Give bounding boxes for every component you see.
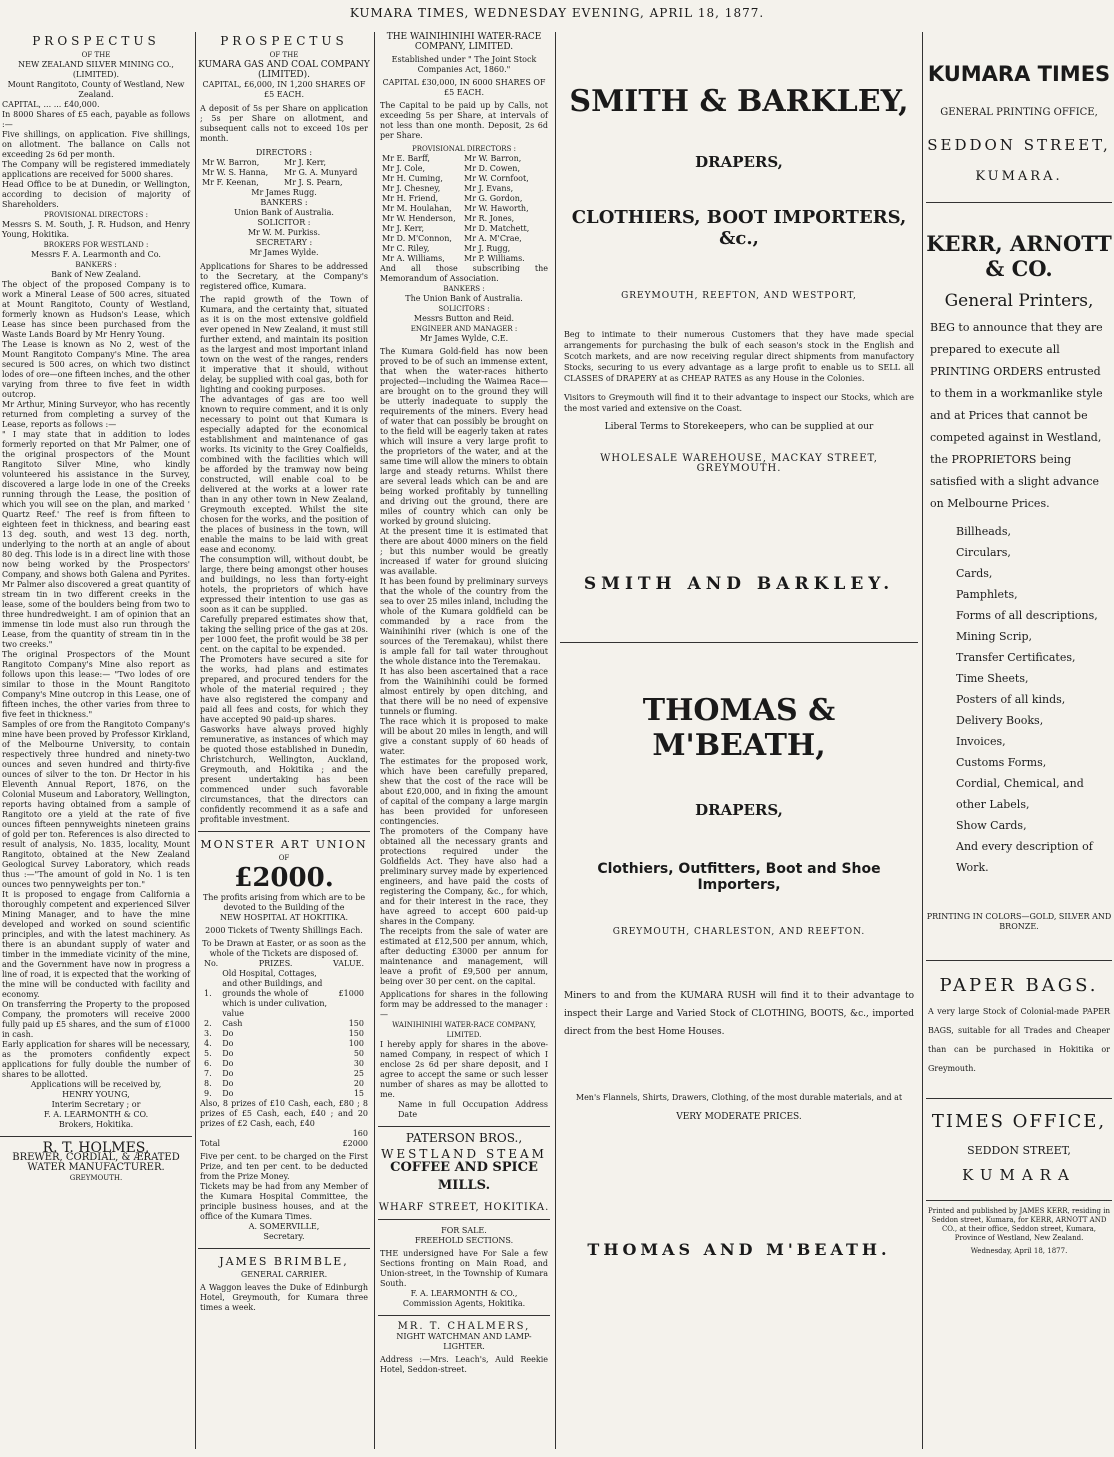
body-paragraph: The Kumara Gold-field has now been proved to be of such an immense extent, that when the water-races hitherto projected—including the Waimea Race—are brought on to the ground they will be utterly inadequate to supply the requirements of the miners. Every head of water that can possibly be brought on to the field will be eagerly taken at rates which will insure a very large profit to the proprietors of the water, and at the same time will allow the miners to obtain large and steady returns. Whilst there are several leads which can be and are being worked profitably by tunnelling and driving out the ground, there are miles of country which can only be worked by ground sluicing.: [380, 347, 548, 526]
secretary-heading: SECRETARY :: [255, 238, 313, 247]
prize-cell: 4.: [204, 1039, 212, 1048]
locations: GREYMOUTH, REEFTON, AND WESTPORT,: [621, 291, 857, 301]
imprint-date: Wednesday, April 18, 1877.: [970, 1247, 1068, 1255]
list-item: Mr J. Rugg,: [464, 244, 511, 253]
smith-barkley-body: Beg to intimate to their numerous Customers that they have made special arrangements for purchasing the bulk of each season's stock in the English and Scotch markets, and are now receiving regular direct shipments from manufactory Stocks, securing to us every advantage as a large profit to enable us to SELL all CLASSES of DRAPERY at as CHEAP RATES as any House in the Colonies.: [564, 330, 914, 383]
location: Mount Rangitoto, County of Westland, New Zealand.: [7, 80, 185, 99]
list-item: Mr R. Jones,: [464, 214, 515, 223]
imprint: Printed and published by JAMES KERR, residing in Seddon street, Kumara, for KERR, ARNOTT AND CO., at their office, Seddon street, Kumara, Province of Westland, New Zealand.: [928, 1207, 1110, 1242]
sale-text: THE undersigned have For Sale a few Sections fronting on Main Road, and Union-street, in the Township of Kumara South.: [380, 1249, 548, 1288]
prize-row: [204, 1089, 364, 1099]
directors-list: [202, 158, 366, 188]
secretary: Mr James Wylde.: [249, 248, 319, 257]
prize-cell: Cash: [222, 1019, 243, 1028]
column-rule: [922, 32, 923, 1449]
engineer: Mr James Wylde, C.E.: [419, 334, 509, 343]
prize-cell: 9.: [204, 1089, 212, 1098]
masthead: KUMARA TIMES, WEDNESDAY EVENING, APRIL 18, 1877.: [349, 6, 765, 20]
body-paragraph: The race which it is proposed to make will be about 20 miles in length, and will give a constant supply of 60 heads of water.: [380, 717, 548, 756]
body-paragraph: Early application for shares will be necessary, as the promoters confidently expect applications for fully double the number of shares to be allotted.: [2, 1040, 190, 1079]
chalmers-title: MR. T. CHALMERS,: [397, 1321, 531, 1332]
body-paragraph: The receipts from the sale of water are estimated at £12,500 per annum, which, after deducting £3000 per annum for maintenance and management, will leave a profit of £9,500 per annum, being over 30 per cent. on the capital.: [380, 927, 548, 986]
list-item: Mr W. Barron,: [464, 154, 522, 163]
list-item: Mining Scrip,: [956, 630, 1033, 643]
list-item: Cards,: [956, 567, 993, 580]
form-title: WAINIHINIHI WATER-RACE COMPANY, LIMITED.: [392, 1021, 536, 1039]
thomas-mbeath-body: Miners to and from the KUMARA RUSH will find it to their advantage to inspect their Large and Varied Stock of CLOTHING, BOOTS, &c., imported direct from the best Home Houses.: [564, 991, 914, 1037]
director: Mr James Rugg.: [251, 188, 317, 197]
prize-row: [204, 1059, 364, 1069]
prize-row: [204, 1049, 364, 1059]
list-item: Cordial, Chemical, and other Labels,: [956, 777, 1084, 811]
body-paragraph: On transferring the Property to the proposed Company, the promoters will receive 2000 fully paid up £5 shares, and the sum of £1000 in cash.: [2, 1000, 190, 1039]
terms: Five shillings, on application. Five shillings, on allotment. The ballance on Calls not exceeding 2s 6d per month.: [2, 130, 190, 159]
prize-cell: 100: [348, 1039, 364, 1048]
body-paragraph: It has also been ascertained that a race from the Wainihinihi could be formed almost entirely by open ditching, and that there will be no need of expensive tunnels or fluming.: [380, 667, 548, 716]
body-paragraph: The Lease is known as No 2, west of the Mount Rangitoto Company's Mine. The area secured is 500 acres, on which two distinct lodes of ore—one fifteen inches, and the other varying from three to five feet in width outcrop.: [2, 340, 190, 399]
art-union-note: Tickets may be had from any Member of the Kumara Hospital Committee, the principle business houses, and at the office of the Kumara Times.: [200, 1182, 368, 1221]
prize-cell: 5.: [204, 1049, 212, 1058]
capital: CAPITAL, £6,000, IN 1,200 SHARES OF £5 EACH.: [202, 80, 366, 99]
prize-also: Also, 8 prizes of £10 Cash, each, £80 ; 8 prizes of £5 Cash, each, £40 ; and 20 prizes of £2 Cash, each, £40: [200, 1099, 368, 1128]
for-sale-title: FOR SALE.: [441, 1226, 487, 1235]
prize-cell: 20: [353, 1079, 364, 1088]
directors-heading: PROVISIONAL DIRECTORS :: [44, 211, 148, 219]
brimble-subtitle: GENERAL CARRIER.: [240, 1270, 328, 1279]
capital: CAPITAL £30,000, IN 6000 SHARES OF £5 EACH.: [382, 78, 546, 97]
body-paragraph: At the present time it is estimated that there are about 4000 miners on the field ; but this number would be greatly increased if water for ground sluicing was available.: [380, 527, 548, 576]
bankers-heading: BANKERS :: [75, 261, 117, 269]
prize-cell: Do: [222, 1079, 234, 1088]
art-union-amount: £2000.: [234, 863, 334, 893]
prize-cell: Do: [222, 1049, 234, 1058]
directors-heading: PROVISIONAL DIRECTORS :: [412, 145, 516, 153]
list-item: Mr D. Cowen,: [464, 164, 520, 173]
divider: [198, 831, 370, 832]
list-item: Circulars,: [956, 546, 1011, 559]
printers-body: BEG to announce that they are prepared to execute all PRINTING ORDERS entrusted to them in a workmanlike style and at Prices that cannot be competed against in Westland, the PROPRIETORS being satisfied with a slight advance on Melbourne Prices.: [930, 321, 1103, 510]
kumara-times-title: KUMARA TIMES: [927, 62, 1111, 86]
prize-row: [204, 1019, 364, 1029]
body-paragraph: Carefully prepared estimates show that, taking the selling price of the gas at 20s. per 1000 feet, the profit would be 38 per cent. on the capital to be expended.: [200, 615, 368, 654]
printing-office: GENERAL PRINTING OFFICE,: [940, 107, 1098, 118]
prize-row: [204, 1069, 364, 1079]
prize-cell: 2.: [204, 1019, 212, 1028]
list-item: Mr J. Kerr,: [382, 224, 425, 233]
art-union-draw: To be Drawn at Easter, or as soon as the whole of the Tickets are disposed of.: [202, 939, 366, 958]
kerr-arnott-title: KERR, ARNOTT & CO.: [926, 231, 1112, 281]
list-item: Forms of all descriptions,: [956, 609, 1098, 622]
prize-cell: 8.: [204, 1079, 212, 1088]
list-item: Mr C. Riley,: [382, 244, 430, 253]
bankers-heading: BANKERS :: [260, 198, 308, 207]
list-item: Mr J. Evans,: [464, 184, 514, 193]
divider: [198, 1248, 370, 1249]
column-4: [560, 32, 918, 1449]
directors-list: [382, 154, 546, 264]
list-item: Billheads,: [956, 525, 1011, 538]
thomas-mbeath-flannels: Men's Flannels, Shirts, Drawers, Clothing, of the most durable materials, and at: [575, 1093, 903, 1102]
capital: CAPITAL, ... ... £40,000.: [2, 100, 100, 109]
printing-colors: PRINTING IN COLORS—GOLD, SILVER AND BRONZE.: [926, 912, 1112, 931]
body-paragraph: " I may state that in addition to lodes formerly reported on that Mr Palmer, one of the original prospectors of the Mount Rangitoto Silver Mine, who kindly volunteered his assistance in the Survey, discovered a large lode in one of the Creeks running through the Lease, the position of which you will see on the plan, and marked ' Quartz Reef.' The reef is from fifteen to eighteen feet in thickness, and bearing east 13 deg. south, and west 13 deg. north, underlying to the north at an angle of about 80 deg. This lode is in a direct line with those now being worked by the Prospectors' Company, and shows both Galena and Pyrites. Mr Palmer also discovered a great quantity of stream tin in two different creeks in the lease, some of the boulders being from two to three hundredweight. I am of opinion that an immense tin lode must also run through the Lease, from the quantity of stream tin in the two creeks.": [2, 430, 190, 649]
brimble-text: A Waggon leaves the Duke of Edinburgh Hotel, Greymouth, for Kumara three times a week.: [200, 1283, 368, 1312]
prize-cell: 30: [353, 1059, 364, 1068]
prize-total: [200, 1139, 368, 1149]
prize-cell: Do: [222, 1039, 234, 1048]
prize-row: [204, 1079, 364, 1089]
column-2: [198, 32, 370, 1449]
prospectus-title: PROSPECTUS: [220, 34, 348, 48]
list-item: Mr J. Kerr,: [284, 158, 327, 167]
directors-tail: And all those subscribing the Memorandum of Association.: [380, 264, 548, 283]
prize-row: [204, 1029, 364, 1039]
art-union-text: The profits arising from which are to be devoted to the Building of the: [202, 893, 366, 912]
drapers-heading: DRAPERS,: [695, 801, 783, 819]
list-item: Show Cards,: [956, 819, 1027, 832]
signature: F. A. LEARMONTH & CO.: [43, 1110, 149, 1119]
of-the: OF THE: [81, 51, 111, 59]
list-item: Mr G. Gordon,: [464, 194, 523, 203]
signature-title: Commission Agents, Hokitika.: [402, 1299, 526, 1308]
list-item: Mr H. Friend,: [382, 194, 439, 203]
divider: [0, 1136, 192, 1137]
body-paragraph: The rapid growth of the Town of Kumara, and the certainty that, situated as it is on the most extensive goldfield ever opened in New Zealand, it must still further extend, and maintain its position as the largest and most important inland town on the west of the ranges, renders it imperative that it should, without delay, be supplied with coal gas, both for lighting and cooking purposes.: [200, 295, 368, 394]
smith-barkley-title: SMITH & BARKLEY,: [569, 84, 909, 119]
holmes-title: R. T. HOLMES,: [42, 1140, 150, 1156]
body-paragraph: The object of the proposed Company is to work a Mineral Lease of 500 acres, situated at Mount Rangitoto, County of Westland, formerly known as Hudson's Lease, which Lease has since been purchased from the Waste Lands Board by Mr Henry Young.: [2, 280, 190, 339]
smith-barkley-signature: SMITH AND BARKLEY.: [583, 574, 895, 594]
list-item: Mr M. Houlahan,: [382, 204, 452, 213]
wharf-address: WHARF STREET, HOKITIKA.: [378, 1202, 550, 1213]
list-item: Mr W. Henderson,: [382, 214, 456, 223]
divider: [378, 1126, 550, 1127]
prize-cell: Do: [222, 1069, 234, 1078]
body-paragraph: Gasworks have always proved highly remunerative, as instances of which may be quoted those established in Dunedin, Christchurch, Wellington, Auckland, Greymouth, and Hokitika ; and the present undertaking has been commenced under such favorable circumstances, that the directors can confidently recommend it as a safe and profitable investment.: [200, 725, 368, 824]
body-paragraph: It is proposed to engage from California a thoroughly competent and experienced Silver Mining Manager, and to have the mine developed and worked on sound scientific principles, and with the latest machinery. As there is an abundant supply of water and timber in the immediate vicinity of the mine, and the Government have now in progress a line of road, it is expected that the working of the mine will be conducted with facility and economy.: [2, 890, 190, 999]
prize-cell: 7.: [204, 1069, 212, 1078]
paterson-title: PATERSON BROS.,: [405, 1131, 523, 1145]
prize-table: [204, 959, 364, 1099]
shares: In 8000 Shares of £5 each, payable as follows :—: [2, 110, 190, 129]
column-1: [0, 32, 192, 1449]
list-item: Mr D. Matchett,: [464, 224, 530, 233]
westland-title: WESTLAND STEAM: [381, 1147, 547, 1161]
divider: [926, 1200, 1112, 1201]
engineer-heading: ENGINEER AND MANAGER :: [410, 325, 518, 333]
prize-cell: Old Hospital, Cottages, and other Buildings, and grounds the whole of which is under culivation, value: [222, 969, 328, 1018]
prize-cell: 1.: [204, 989, 212, 998]
list-item: Mr J. S. Pearn,: [284, 178, 343, 187]
bankers-heading: BANKERS :: [443, 285, 485, 293]
prize-cell: 50: [353, 1049, 364, 1058]
prize-cell: 25: [353, 1069, 364, 1078]
bankers: The Union Bank of Australia.: [405, 294, 523, 303]
thomas-mbeath-prices: VERY MODERATE PRICES.: [676, 1112, 802, 1122]
list-item: Mr W. Barron,: [202, 158, 260, 167]
of-the: OF THE: [269, 51, 299, 59]
general-printers: General Printers,: [944, 291, 1094, 311]
signature-title: Interim Secretary ; or: [51, 1100, 141, 1109]
art-union-title: MONSTER ART UNION: [200, 838, 368, 851]
prize-also-value: 160: [352, 1129, 368, 1138]
solicitor-heading: SOLICITOR :: [257, 218, 311, 227]
prize-cell: Do: [222, 1029, 234, 1038]
list-item: Mr W. Haworth,: [464, 204, 529, 213]
paper-bags-title: PAPER BAGS.: [939, 975, 1099, 996]
solicitors-heading: SOLICITORS :: [438, 305, 490, 313]
brokers-heading: BROKERS FOR WESTLAND :: [43, 241, 149, 249]
bankers: Union Bank of Australia.: [234, 208, 334, 217]
list-item: Mr A. M'Crae,: [464, 234, 522, 243]
divider: [560, 642, 918, 643]
holmes-subtitle: BREWER, CORDIAL, & ÆRATED WATER MANUFACTURER.: [12, 1152, 180, 1173]
bankers: Bank of New Zealand.: [51, 270, 141, 279]
list-item: Delivery Books,: [956, 714, 1044, 727]
body-paragraph: The promoters of the Company have obtained all the necessary grants and protections required under the Goldfields Act. They have also had a preliminary survey made by experienced engineers, and have paid the costs of registering the Company, &c., for which, and for their interest in the race, they have agreed to accept 600 paid-up shares in the Company.: [380, 827, 548, 926]
prize-row: [204, 969, 364, 1019]
prize-cell: Do: [222, 1089, 234, 1098]
directors: Messrs S. M. South, J. R. Hudson, and Henry Young, Hokitika.: [2, 220, 190, 239]
times-town: KUMARA: [962, 1166, 1076, 1184]
divider: [926, 960, 1112, 961]
signature: F. A. LEARMONTH & CO.,: [410, 1289, 518, 1298]
chalmers-address: Address :—Mrs. Leach's, Auld Reekie Hotel, Seddon-street.: [380, 1355, 548, 1374]
total-label: Total: [200, 1139, 221, 1148]
list-item: Mr W. Cornfoot,: [464, 174, 529, 183]
chalmers-subtitle: NIGHT WATCHMAN AND LAMP-LIGHTER.: [396, 1332, 532, 1351]
list-item: Mr W. S. Hanna,: [202, 168, 269, 177]
smith-barkley-liberal: Liberal Terms to Storekeepers, who can be supplied at our: [604, 422, 874, 432]
form-intro: Applications for shares in the following form may be addressed to the manager :—: [380, 990, 548, 1019]
times-street: SEDDON STREET,: [967, 1144, 1071, 1157]
solicitor: Mr W. M. Purkiss.: [247, 228, 321, 237]
smith-barkley-visitors: Visitors to Greymouth will find it to their advantage to inspect our Stocks, which are the most varied and extensive on the Coast.: [564, 393, 914, 413]
signature-title: Brokers, Hokitika.: [58, 1120, 134, 1129]
signature-title: Secretary.: [263, 1232, 305, 1241]
column-3: [378, 32, 550, 1449]
list-item: Invoices,: [956, 735, 1006, 748]
prize-cell: £1000: [338, 989, 364, 998]
thomas-mbeath-locations: GREYMOUTH, CHARLESTON, AND REEFTON.: [612, 927, 866, 937]
list-item: Mr G. A. Munyard: [284, 168, 358, 177]
list-item: Transfer Certificates,: [956, 651, 1076, 664]
signature: HENRY YOUNG,: [62, 1090, 130, 1099]
company-name: NEW ZEALAND SILVER MINING CO., (LIMITED).: [18, 60, 174, 79]
drapers-heading: DRAPERS,: [695, 153, 783, 171]
divider: [378, 1315, 550, 1316]
prospectus-title: PROSPECTUS: [32, 34, 160, 48]
list-item: Mr J. Cole,: [382, 164, 426, 173]
art-union-note: Five per cent. to be charged on the First Prize, and ten per cent. to be deducted from the Prize Money.: [200, 1152, 368, 1181]
paper-bags-text: A very large Stock of Colonial-made PAPER BAGS, suitable for all Trades and Cheaper than can be purchased in Hokitika or Greymouth.: [928, 1007, 1110, 1073]
seddon-street: SEDDON STREET,: [927, 136, 1111, 154]
prize-col-value: VALUE.: [332, 959, 364, 968]
thomas-mbeath-title: THOMAS & M'BEATH,: [642, 693, 836, 763]
water-race-title: THE WAINIHINIHI WATER-RACE COMPANY, LIMITED.: [386, 32, 542, 52]
body-paragraph: The advantages of gas are too well known to require comment, and it is only necessary to point out that Kumara is especially adapted for the economical establishment and maintenance of gas works. Its vicinity to the Grey Coalfields, combined with the facilities which will be afforded by the tramway now being constructed, will enable coal to be delivered at the works at a lower rate than in any other town in New Zealand, Greymouth excepted. Whilst the site chosen for the works, and the position of the places of business in the town, will enable the mains to be laid with great ease and economy.: [200, 395, 368, 554]
established: Established under " The Joint Stock Companies Act, 1860.": [391, 55, 537, 74]
total-value: £2000: [342, 1139, 368, 1148]
smith-barkley-wholesale: WHOLESALE WAREHOUSE, MACKAY STREET, GREYMOUTH.: [600, 453, 878, 474]
prize-cell: 15: [353, 1089, 364, 1098]
list-item: Mr F. Keenan,: [202, 178, 259, 187]
body-paragraph: It has been found by preliminary surveys that the whole of the country from the sea to over 25 miles inland, including the whole of the Kumara goldfield can be commanded by a race from the Wainihinihi river (which is one of the sources of the Teremakau), whilst there is ample fall for tail water throughout the whole distance into the Teremakau.: [380, 577, 548, 666]
prize-cell: 150: [348, 1029, 364, 1038]
list-item: Mr H. Cuming,: [382, 174, 443, 183]
directors-heading: DIRECTORS :: [255, 148, 313, 157]
head-office: Head Office to be at Dunedin, or Wellington, according to decision of majority of Shareholders.: [2, 180, 190, 209]
list-item: Mr P. Williams.: [464, 254, 525, 263]
list-item: Time Sheets,: [956, 672, 1029, 685]
column-rule: [195, 32, 196, 1449]
prize-col-prizes: PRIZES.: [258, 959, 293, 968]
times-office-title: TIMES OFFICE,: [931, 1111, 1107, 1132]
company-name: KUMARA GAS AND COAL COMPANY (LIMITED).: [198, 60, 370, 80]
list-item: Mr E. Barff,: [382, 154, 430, 163]
form-fields: Name in full Occupation Address Date: [398, 1100, 548, 1119]
body-paragraph: The consumption will, without doubt, be large, there being amongst other houses and buildings, no less than forty-eight hotels, the proprietors of which have expressed their intention to use gas as soon as it can be supplied.: [200, 555, 368, 614]
list-item: And every description of Work.: [956, 840, 1093, 874]
calls: The Capital to be paid up by Calls, not exceeding 5s per Share, at intervals of not less than one month. Deposit, 2s 6d per Share.: [380, 101, 548, 140]
list-item: Posters of all kinds,: [956, 693, 1066, 706]
list-item: Mr J. Chesney,: [382, 184, 441, 193]
divider: [926, 202, 1112, 203]
prize-header-row: [204, 959, 364, 969]
list-item: Mr D. M'Connon,: [382, 234, 452, 243]
body-paragraph: The estimates for the proposed work, which have been carefully prepared, shew that the cost of the race will be about £20,000, and in fixing the amount of capital of the company a large margin has been provided for unforeseen contingencies.: [380, 757, 548, 826]
brimble-title: JAMES BRIMBLE,: [219, 1255, 349, 1268]
art-union-tickets: 2000 Tickets of Twenty Shillings Each.: [205, 926, 363, 935]
art-union-of: OF: [278, 854, 290, 862]
divider: [926, 1098, 1112, 1099]
prize-cell: 6.: [204, 1059, 212, 1068]
body-paragraph: Samples of ore from the Rangitoto Company's mine have been proved by Professor Kirkland, of the Melbourne University, to contain respectively three hundred and ninety-two ounces and seven hundred and thirty-five ounces of silver to the ton. Dr Hector in his Eleventh Annual Report, 1876, on the Colonial Museum and Laboratory, Wellington, reports having obtained from a sample of Rangitoto ore a yield at the rate of five ounces fifteen pennyweights nineteen grains of gold per ton. References is also directed to result of analysis, No. 1835, locality, Mount Rangitoto, obtained at the New Zealand Geological Survey Laboratory, which reads thus :—"The amount of gold in No. 1 is ten ounces two pennyweights per ton.": [2, 720, 190, 889]
column-rule: [374, 32, 375, 1449]
signature: A. SOMERVILLE,: [248, 1222, 320, 1231]
column-rule: [555, 32, 556, 1449]
column-5: [926, 32, 1112, 1449]
clothiers-heading: CLOTHIERS, BOOT IMPORTERS, &c.,: [571, 207, 907, 249]
coffee-title: COFFEE AND SPICE MILLS.: [390, 1160, 538, 1193]
registration: The Company will be registered immediately applications are received for 5000 shares.: [2, 160, 190, 179]
holmes-location: GREYMOUTH.: [69, 1174, 123, 1182]
brokers: Messrs F. A. Learmonth and Co.: [31, 250, 161, 259]
solicitors: Messrs Button and Reid.: [413, 314, 515, 323]
thomas-mbeath-subtitle: Clothiers, Outfitters, Boot and Shoe Importers,: [597, 861, 881, 893]
kumara-town: KUMARA.: [975, 169, 1063, 184]
applications: Applications for Shares to be addressed to the Secretary, at the Company's registered office, Kumara.: [200, 262, 368, 291]
freehold-title: FREEHOLD SECTIONS.: [414, 1236, 514, 1245]
prize-col-no: No.: [204, 959, 219, 968]
prize-cell: 3.: [204, 1029, 212, 1038]
form-text: I hereby apply for shares in the above-named Company, in respect of which I enclose 2s 6d per share deposit, and I agree to accept the same or such lesser number of shares as may be allotted to me.: [380, 1040, 548, 1099]
applications: Applications will be received by,: [30, 1080, 162, 1089]
prize-cell: Do: [222, 1059, 234, 1068]
thomas-mbeath-signature: THOMAS AND M'BEATH.: [587, 1240, 891, 1259]
prize-cell: 150: [348, 1019, 364, 1028]
printing-list: [956, 521, 1112, 878]
divider: [378, 1219, 550, 1220]
prize-row: [204, 1039, 364, 1049]
body-paragraph: The Promoters have secured a site for the works, had plans and estimates prepared, and procured tenders for the whole of the material required ; they have also registered the company and paid all fees and costs, for which they have accepted 90 paid-up shares.: [200, 655, 368, 724]
body-paragraph: Mr Arthur, Mining Surveyor, who has recently returned from completing a survey of the Lease, reports as follows :—: [2, 400, 190, 429]
body-paragraph: The original Prospectors of the Mount Rangitoto Company's Mine also report as follows upon this lease:— "Two lodes of ore similar to those in the Mount Rangitoto Company's Mine outcrop in this Lease, one of fifteen inches, the other varies from three to five feet in thickness.": [2, 650, 190, 719]
list-item: Pamphlets,: [956, 588, 1018, 601]
list-item: Mr A. Williams,: [382, 254, 445, 263]
deposit: A deposit of 5s per Share on application ; 5s per Share on allotment, and subsequent calls not to exceed 10s per month.: [200, 104, 368, 143]
list-item: Customs Forms,: [956, 756, 1047, 769]
art-union-hospital: NEW HOSPITAL AT HOKITIKA.: [219, 913, 349, 922]
